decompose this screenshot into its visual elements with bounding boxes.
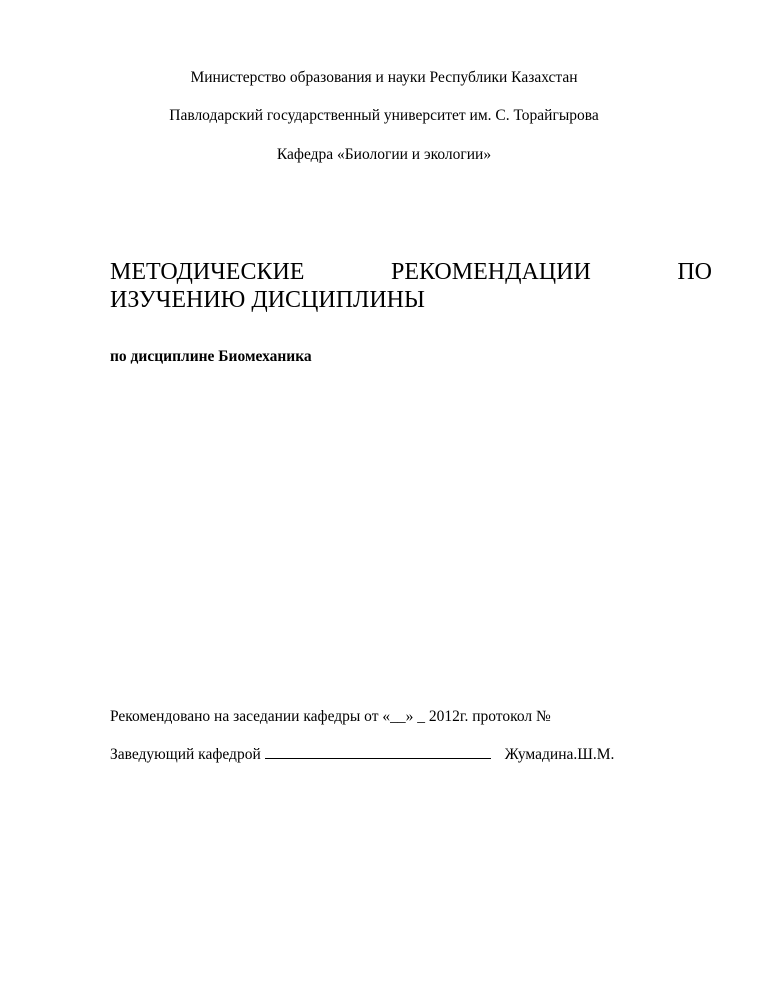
document-title-line2: ИЗУЧЕНИЮ ДИСЦИПЛИНЫ: [110, 287, 425, 313]
signature-line: [110, 744, 614, 765]
title-word-1: МЕТОДИЧЕСКИЕ: [110, 259, 305, 285]
department-line: Кафедра «Биологии и экологии»: [276, 146, 492, 163]
document-title-line1: [110, 258, 712, 286]
university-line: Павлодарский государственный университет им. С. Торайгырова: [169, 107, 599, 124]
discipline-subtitle: по дисциплине Биомеханика: [110, 348, 312, 365]
head-of-department-label: Заведующий кафедрой: [110, 746, 261, 763]
ministry-line: Министерство образования и науки Республики Казахстан: [190, 69, 578, 86]
title-word-3: ПО: [677, 259, 712, 285]
recommendation-line: Рекомендовано на заседании кафедры от «__» _ 2012г. протокол №: [110, 708, 551, 725]
head-of-department-name: Жумадина.Ш.М.: [504, 746, 615, 763]
signature-blank: [265, 744, 491, 759]
title-word-2: РЕКОМЕНДАЦИИ: [391, 259, 591, 285]
